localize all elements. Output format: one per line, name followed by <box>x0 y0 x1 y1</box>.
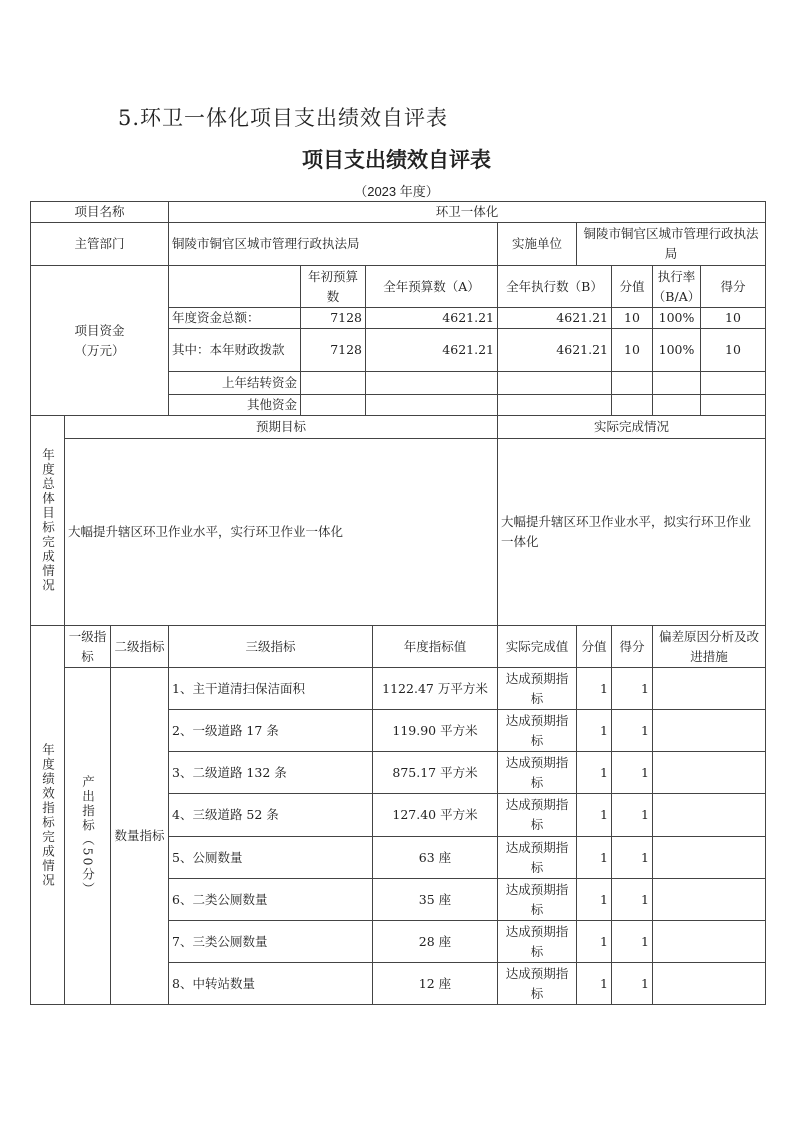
indicator-note <box>652 667 766 710</box>
funds-exec: 4621.21 <box>497 328 612 372</box>
indicator-score: 1 <box>611 920 653 963</box>
indicator-header: 实际完成值 <box>497 625 577 668</box>
indicator-name: 8、中转站数量 <box>168 962 373 1005</box>
indicator-score: 1 <box>611 751 653 794</box>
indicator-header: 三级指标 <box>168 625 373 668</box>
indicator-name: 3、二级道路 132 条 <box>168 751 373 794</box>
indicator-score: 1 <box>611 709 653 752</box>
goals-actual-header: 实际完成情况 <box>497 415 766 439</box>
funds-header: 年初预算数 <box>300 265 366 308</box>
indicator-target: 127.40 平方米 <box>372 793 498 837</box>
indicator-level1: 产出指标（50分） <box>64 667 111 1005</box>
funds-rate <box>652 394 701 416</box>
goals-expected-header: 预期目标 <box>64 415 498 439</box>
indicator-header: 二级指标 <box>110 625 169 668</box>
indicator-name: 7、三类公厕数量 <box>168 920 373 963</box>
funds-exec <box>497 371 612 395</box>
funds-score_max: 10 <box>611 307 653 329</box>
indicators-side-label: 年度绩效指标完成情况 <box>30 625 65 1005</box>
funds-header: 执行率（B/A） <box>652 265 701 308</box>
funds-label <box>30 265 169 416</box>
indicator-actual: 达成预期指标 <box>497 920 577 963</box>
funds-init <box>300 394 366 416</box>
indicator-target: 119.90 平方米 <box>372 709 498 752</box>
funds-rate: 100% <box>652 328 701 372</box>
indicator-header: 年度指标值 <box>372 625 498 668</box>
funds-init: 7128 <box>300 307 366 329</box>
indicator-header: 一级指标 <box>64 625 111 668</box>
indicator-name: 2、一级道路 17 条 <box>168 709 373 752</box>
funds-budget: 4621.21 <box>365 307 498 329</box>
funds-score: 10 <box>700 328 766 372</box>
indicator-actual: 达成预期指标 <box>497 836 577 879</box>
funds-exec: 4621.21 <box>497 307 612 329</box>
indicator-name: 1、主干道清扫保洁面积 <box>168 667 373 710</box>
indicator-target: 1122.47 万平方米 <box>372 667 498 710</box>
funds-row-name: 其他资金 <box>168 394 301 416</box>
funds-budget <box>365 394 498 416</box>
funds-score_max <box>611 371 653 395</box>
dept-label: 主管部门 <box>30 222 169 266</box>
funds-header: 得分 <box>700 265 766 308</box>
indicator-note <box>652 878 766 921</box>
indicator-actual: 达成预期指标 <box>497 793 577 837</box>
indicator-note <box>652 920 766 963</box>
indicator-note <box>652 962 766 1005</box>
project-name-label: 项目名称 <box>30 201 169 223</box>
indicator-actual: 达成预期指标 <box>497 878 577 921</box>
indicator-actual: 达成预期指标 <box>497 751 577 794</box>
funds-budget <box>365 371 498 395</box>
funds-row-name: 其中：本年财政拨款 <box>168 328 301 372</box>
indicator-score: 1 <box>611 878 653 921</box>
indicator-score: 1 <box>611 667 653 710</box>
indicator-max: 1 <box>576 793 612 837</box>
report-year: （2023 年度） <box>354 184 439 199</box>
impl-label: 实施单位 <box>497 222 577 266</box>
funds-score_max <box>611 394 653 416</box>
indicator-actual: 达成预期指标 <box>497 962 577 1005</box>
indicator-score: 1 <box>611 962 653 1005</box>
goals-actual: 大幅提升辖区环卫作业水平，拟实行环卫作业一体化 <box>497 438 766 626</box>
section-heading: 5.环卫一体化项目支出绩效自评表 <box>118 106 449 130</box>
goals-side-label: 年度总体目标完成情况 <box>30 415 65 626</box>
funds-label-line: 项目资金 <box>74 322 125 338</box>
indicator-level2: 数量指标 <box>110 667 169 1005</box>
funds-init <box>300 371 366 395</box>
indicator-header: 分值 <box>576 625 612 668</box>
indicator-max: 1 <box>576 962 612 1005</box>
funds-rate <box>652 371 701 395</box>
indicator-note <box>652 751 766 794</box>
funds-init: 7128 <box>300 328 366 372</box>
indicator-target: 35 座 <box>372 878 498 921</box>
goals-expected: 大幅提升辖区环卫作业水平，实行环卫作业一体化 <box>64 438 498 626</box>
indicator-header: 得分 <box>611 625 653 668</box>
indicator-max: 1 <box>576 878 612 921</box>
indicator-name: 5、公厕数量 <box>168 836 373 879</box>
impl-value: 铜陵市铜官区城市管理行政执法局 <box>576 222 766 266</box>
indicator-name: 4、三级道路 52 条 <box>168 793 373 837</box>
indicator-max: 1 <box>576 920 612 963</box>
page-title: 项目支出绩效自评表 <box>302 148 491 172</box>
funds-score: 10 <box>700 307 766 329</box>
indicator-actual: 达成预期指标 <box>497 709 577 752</box>
funds-score_max: 10 <box>611 328 653 372</box>
indicator-max: 1 <box>576 751 612 794</box>
funds-exec <box>497 394 612 416</box>
indicator-actual: 达成预期指标 <box>497 667 577 710</box>
indicator-target: 28 座 <box>372 920 498 963</box>
indicator-note <box>652 709 766 752</box>
project-name-value: 环卫一体化 <box>168 201 766 223</box>
indicator-score: 1 <box>611 836 653 879</box>
funds-row-name: 上年结转资金 <box>168 371 301 395</box>
indicator-target: 63 座 <box>372 836 498 879</box>
funds-row-name: 年度资金总额： <box>168 307 301 329</box>
funds-rate: 100% <box>652 307 701 329</box>
funds-header-blank <box>168 265 301 308</box>
funds-label-line: （万元） <box>74 342 125 358</box>
indicator-name: 6、二类公厕数量 <box>168 878 373 921</box>
indicator-max: 1 <box>576 836 612 879</box>
funds-header: 分值 <box>611 265 653 308</box>
indicator-header: 偏差原因分析及改进措施 <box>652 625 766 668</box>
funds-header: 全年预算数（A） <box>365 265 498 308</box>
indicator-max: 1 <box>576 709 612 752</box>
funds-score <box>700 394 766 416</box>
indicator-target: 12 座 <box>372 962 498 1005</box>
funds-header: 全年执行数（B） <box>497 265 612 308</box>
indicator-note <box>652 836 766 879</box>
funds-score <box>700 371 766 395</box>
dept-value: 铜陵市铜官区城市管理行政执法局 <box>168 222 498 266</box>
funds-budget: 4621.21 <box>365 328 498 372</box>
indicator-note <box>652 793 766 837</box>
indicator-max: 1 <box>576 667 612 710</box>
indicator-score: 1 <box>611 793 653 837</box>
indicator-target: 875.17 平方米 <box>372 751 498 794</box>
